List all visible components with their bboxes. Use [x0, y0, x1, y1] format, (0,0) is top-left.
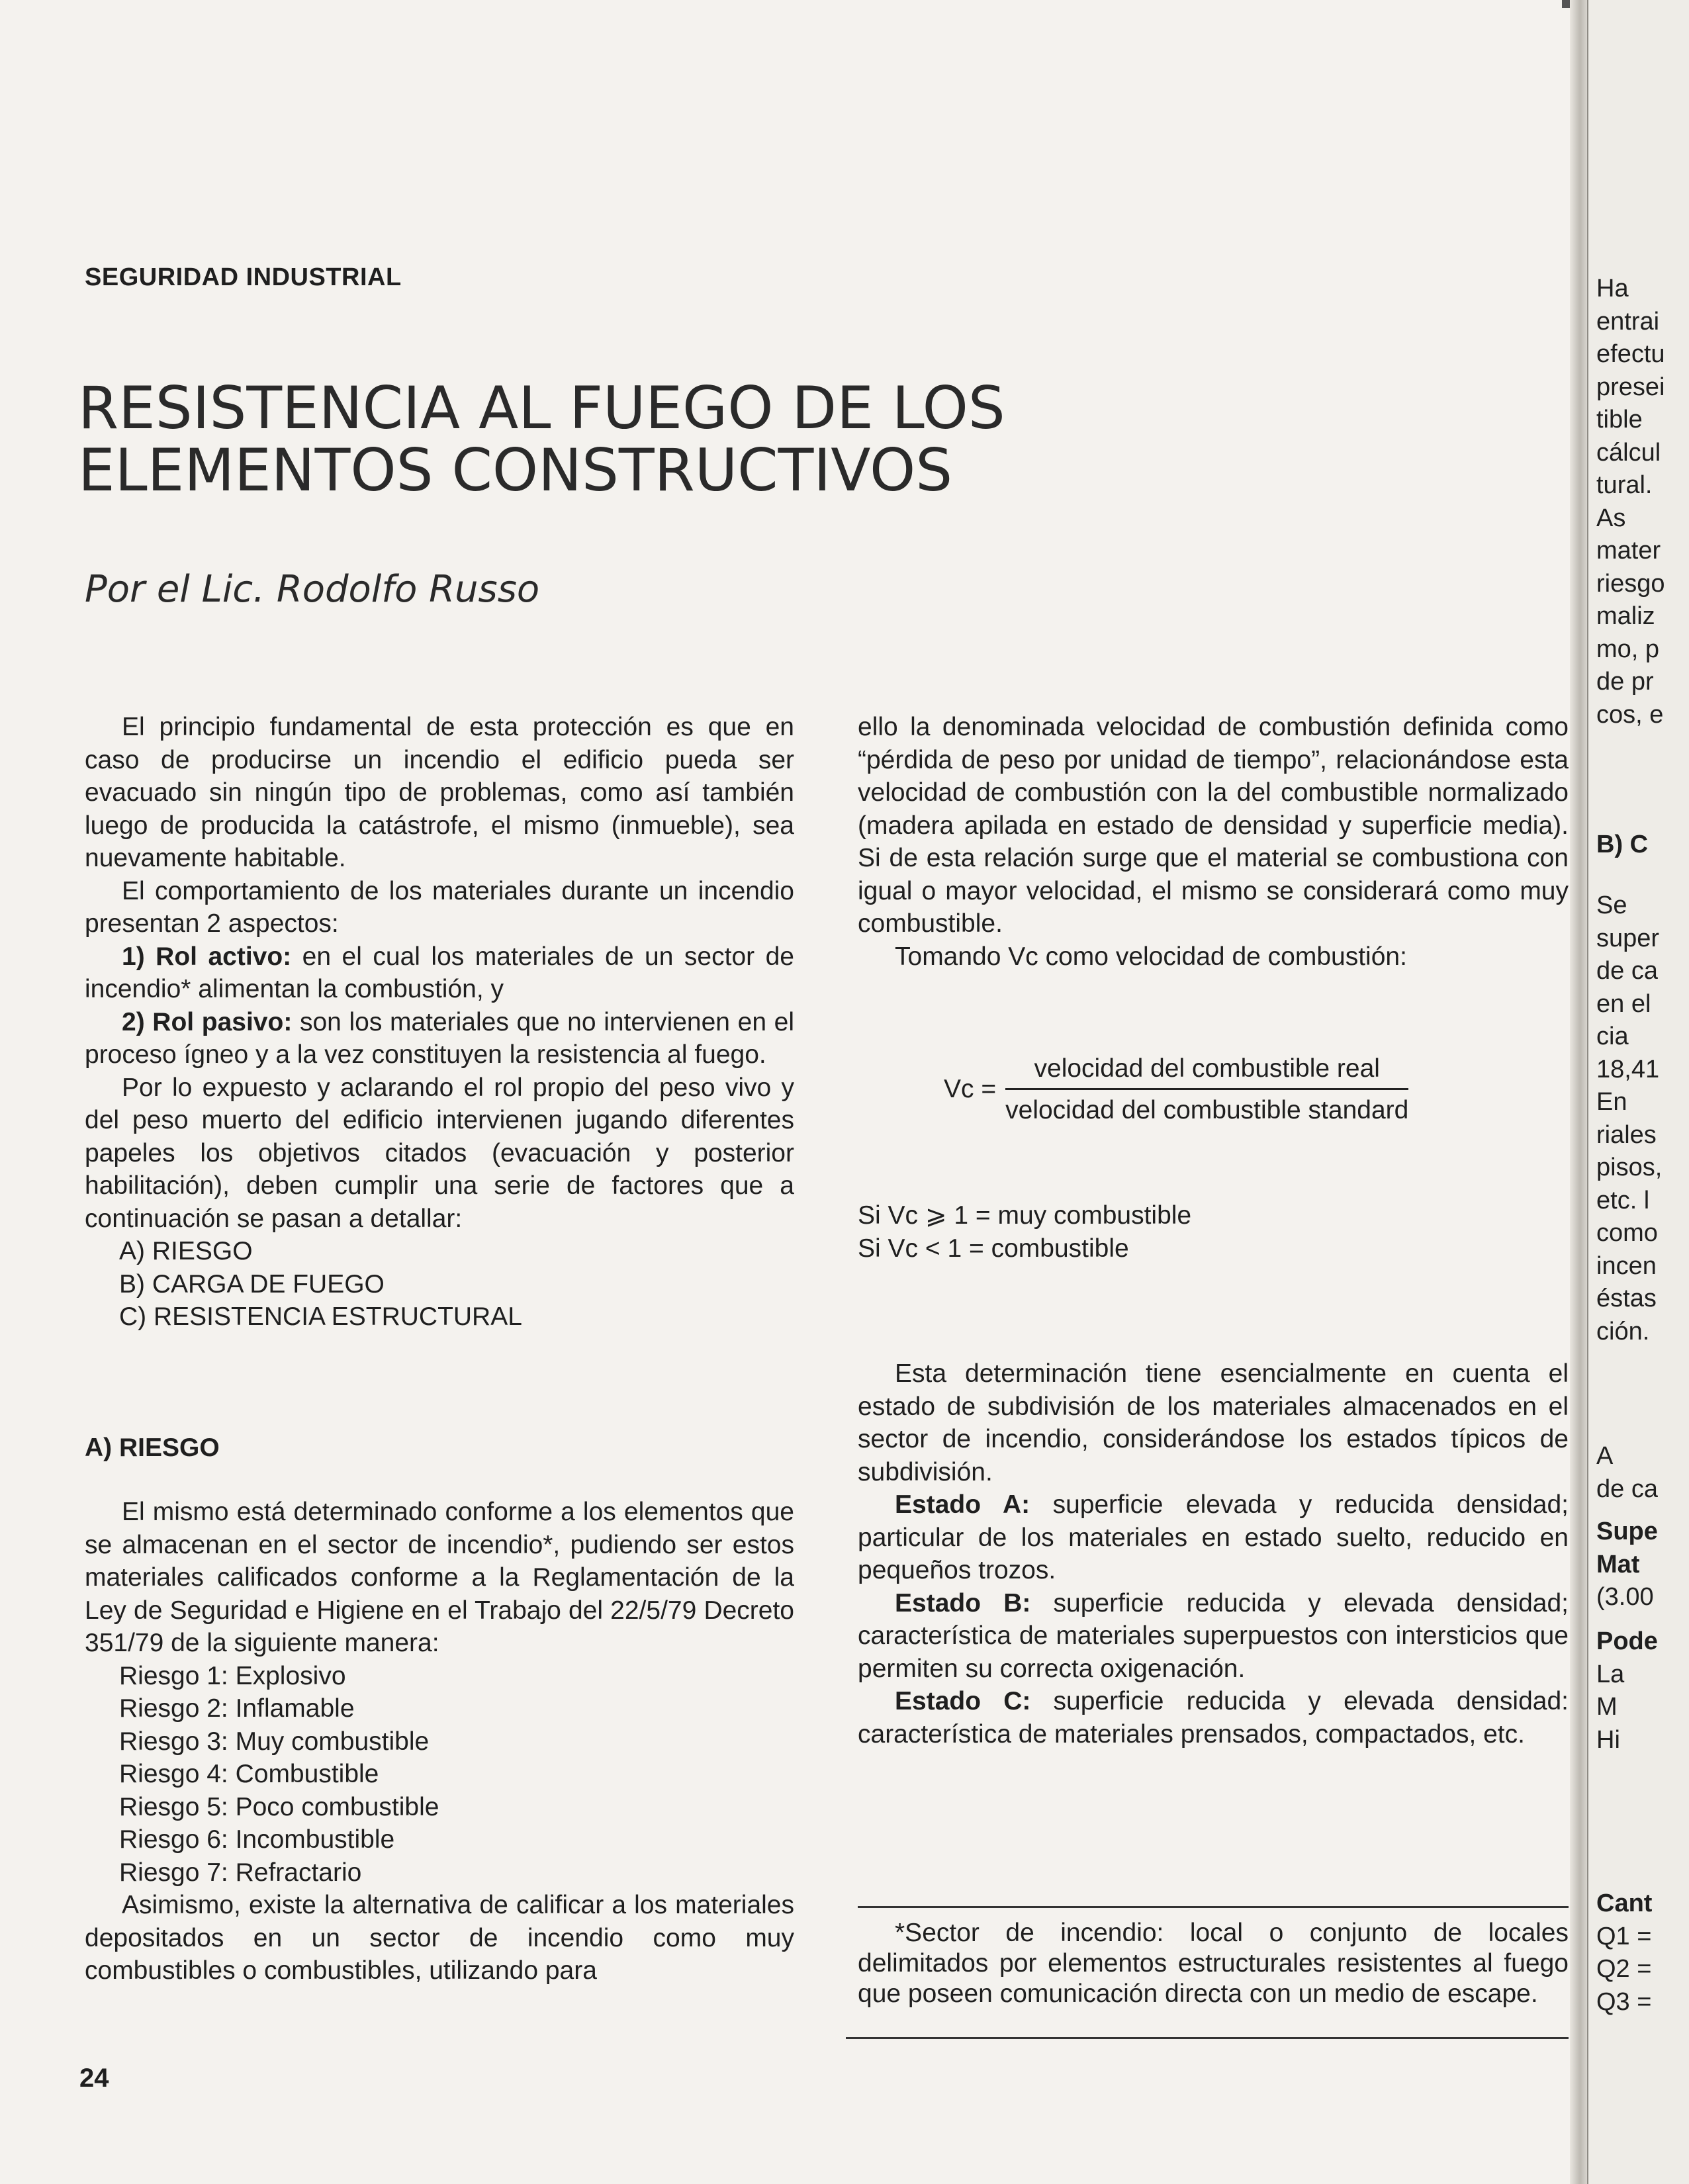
list-item: Riesgo 6: Incombustible	[119, 1825, 395, 1854]
fragment-line: como	[1596, 1219, 1658, 1247]
fragment-line: cos, e	[1596, 700, 1664, 729]
fragment-line: tible	[1596, 406, 1643, 433]
fragment-line: Hi	[1596, 1725, 1620, 1754]
fragment-line: A	[1596, 1442, 1614, 1470]
fragment-line: cia	[1596, 1023, 1629, 1050]
fragment-line: incen	[1596, 1251, 1657, 1280]
fragment-line: mo, p	[1596, 635, 1660, 663]
paragraph: El mismo está determinado conforme a los elementos que se almacenan en el sector de incendio*, pudiendo ser estos materiales calificados conforme a la Reglamentación de la Ley de Seguridad e Higiene en el Trabajo del 22/5/79 Decreto 351/79 de la siguiente manera:	[85, 1498, 794, 1657]
fragment-block	[1588, 1440, 1689, 1506]
list-item: Riesgo 2: Inflamable	[119, 1694, 355, 1723]
paragraph-estado-c	[858, 1685, 1569, 1751]
fragment-heading	[1588, 829, 1689, 862]
fragment-line: Q1 =	[1596, 1922, 1652, 1950]
fragment-line: riales	[1596, 1120, 1657, 1149]
footnote-rule	[846, 2037, 1569, 2039]
fragment-line: M	[1596, 1693, 1618, 1721]
fragment-line: Pode	[1596, 1627, 1658, 1655]
fragment-line: pisos,	[1596, 1154, 1663, 1181]
paragraph: El comportamiento de los materiales durante un incendio presentan 2 aspectos:	[85, 876, 794, 938]
list-item: C) RESISTENCIA ESTRUCTURAL	[119, 1302, 522, 1331]
fragment-block	[1588, 1516, 1689, 1614]
footnote: *Sector de incendio: local o conjunto de locales delimitados por elementos estructurales resistentes al fuego que poseen comunicación directa con un medio de escape.	[858, 1919, 1569, 2008]
fragment-line: presei	[1596, 373, 1665, 401]
fragment-line: de ca	[1596, 957, 1658, 985]
paragraph: Asimismo, existe la alternativa de calificar a los materiales depositados en un sector de incendio como muy combustibles o combustibles, utilizando para	[85, 1891, 794, 1985]
paragraph-text: son los materiales que no intervienen en el proceso ígneo y a la vez constituyen la resistencia al fuego.	[85, 1007, 794, 1069]
paragraph-rol-pasivo	[85, 1006, 794, 1071]
fragment-line: efectu	[1596, 340, 1665, 368]
page-gutter	[1570, 0, 1587, 2184]
fragment-line: (3.00	[1596, 1583, 1654, 1611]
list-item: B) CARGA DE FUEGO	[119, 1269, 385, 1298]
byline: Por el Lic. Rodolfo Russo	[85, 568, 540, 611]
term-bold: Estado C:	[895, 1687, 1031, 1715]
fragment-line: En	[1596, 1088, 1627, 1116]
paragraph-estado-a	[858, 1488, 1569, 1587]
page-number: 24	[79, 2064, 109, 2093]
paragraph-text: superficie reducida y elevada densidad: característica de materiales prensados, compactados, etc.	[858, 1687, 1569, 1749]
article-title	[78, 374, 1071, 504]
paragraph-text: superficie elevada y reducida densidad; particular de los materiales en estado suelto, reducido en pequeños trozos.	[858, 1490, 1569, 1584]
facing-page-fragment	[1587, 0, 1689, 2184]
fragment-line: éstas	[1596, 1285, 1657, 1312]
paragraph: El principio fundamental de esta protección es que en caso de producirse un incendio el edificio pueda ser evacuado sin ningún tipo de problemas, como así también luego de producida la catástrofe, el mismo (inmueble), sea nuevamente habitable.	[85, 713, 794, 872]
list-item: A) RIESGO	[119, 1237, 253, 1265]
formula-lhs: Vc =	[944, 1075, 997, 1104]
factor-list	[85, 1235, 794, 1334]
footnote-rule	[858, 1906, 1569, 1908]
fragment-line: Supe	[1596, 1518, 1658, 1545]
paragraph: ello la denominada velocidad de combustión definida como “pérdida de peso por unidad de tiempo”, relacionándose esta velocidad de combustión con la del combustible normalizado (madera apilada en estado de densidad y superficie media). Si de esta relación surge que el material se combustiona con igual o mayor velocidad, el mismo se considerará como muy combustible.	[858, 713, 1569, 938]
fragment-line: etc. l	[1596, 1186, 1650, 1214]
fragment-line: de ca	[1596, 1475, 1658, 1503]
title-line-2: ELEMENTOS CONSTRUCTIVOS	[78, 436, 953, 504]
term-bold: Estado B:	[895, 1588, 1031, 1617]
term-bold: 2) Rol pasivo:	[122, 1007, 293, 1036]
fragment-line: entrai	[1596, 307, 1660, 336]
paragraph-text: en el cual los materiales de un sector de incendio* alimentan la combustión, y	[85, 942, 794, 1003]
condition: Si Vc ⩾ 1 = muy combustible	[858, 1201, 1192, 1230]
paragraph-text: superficie reducida y elevada densidad; característica de materiales superpuestos con intersticios que permiten su correcta oxigenación.	[858, 1588, 1569, 1683]
paragraph: Esta determinación tiene esencialmente en cuenta el estado de subdivisión de los materiales almacenados en el sector de incendio, considerándose los estados típicos de subdivisión.	[858, 1359, 1569, 1486]
fragment-line: en el	[1596, 989, 1651, 1018]
formula-denominator: velocidad del combustible standard	[1005, 1095, 1409, 1124]
title-line-1: RESISTENCIA AL FUEGO DE LOS	[78, 374, 1005, 442]
fragment-line: 18,41	[1596, 1055, 1660, 1083]
fragment-line: riesgo	[1596, 569, 1665, 598]
condition: Si Vc < 1 = combustible	[858, 1234, 1129, 1263]
fragment-line: super	[1596, 924, 1660, 952]
paragraph-estado-b	[858, 1587, 1569, 1686]
fragment-line: mater	[1596, 537, 1661, 565]
paragraph: Tomando Vc como velocidad de combustión:	[895, 942, 1407, 971]
section-heading: A) RIESGO	[85, 1433, 220, 1462]
fragment-block	[1588, 1625, 1689, 1756]
formula	[944, 1052, 1569, 1126]
fragment-line: As	[1596, 504, 1626, 532]
fragment-line: cálcul	[1596, 438, 1661, 467]
fragment-line: ción.	[1596, 1317, 1650, 1345]
list-item: Riesgo 1: Explosivo	[119, 1661, 346, 1690]
paragraph-rol-activo	[85, 940, 794, 1006]
term-bold: Estado A:	[895, 1490, 1030, 1519]
fragment-line: Mat	[1596, 1550, 1640, 1578]
list-item: Riesgo 5: Poco combustible	[119, 1792, 439, 1821]
formula-numerator: velocidad del combustible real	[1005, 1052, 1408, 1090]
list-item: Riesgo 4: Combustible	[119, 1760, 379, 1788]
formula-fraction	[1005, 1052, 1408, 1126]
list-item: Riesgo 7: Refractario	[119, 1858, 362, 1887]
fragment-line: La	[1596, 1660, 1625, 1688]
section-label: SEGURIDAD INDUSTRIAL	[85, 263, 402, 291]
fragment-line: maliz	[1596, 602, 1655, 630]
fragment-line: Cant	[1596, 1889, 1653, 1917]
left-column	[85, 711, 794, 1987]
paragraph: Por lo expuesto y aclarando el rol propio del peso vivo y del peso muerto del edificio intervienen jugando diferentes papeles los objetivos citados (evacuación y posterior habilitación), deben cumplir una serie de factores que a continuación se pasan a detallar:	[85, 1073, 794, 1233]
fragment-line: Ha	[1596, 275, 1629, 302]
middle-column	[858, 711, 1569, 1751]
fragment-line: B) C	[1596, 831, 1649, 858]
fragment-block	[1588, 1888, 1689, 2019]
fragment-line: Q3 =	[1596, 1987, 1652, 2016]
term-bold: 1) Rol activo:	[122, 942, 292, 971]
fragment-line: Q2 =	[1596, 1955, 1652, 1983]
riesgo-list	[85, 1660, 794, 1889]
fragment-block	[1588, 889, 1689, 1348]
fragment-line: Se	[1596, 891, 1627, 919]
fragment-line: tural.	[1596, 471, 1653, 499]
list-item: Riesgo 3: Muy combustible	[119, 1727, 430, 1756]
fragment-block	[1588, 273, 1689, 731]
conditions	[858, 1199, 1569, 1265]
fragment-line: de pr	[1596, 668, 1654, 696]
